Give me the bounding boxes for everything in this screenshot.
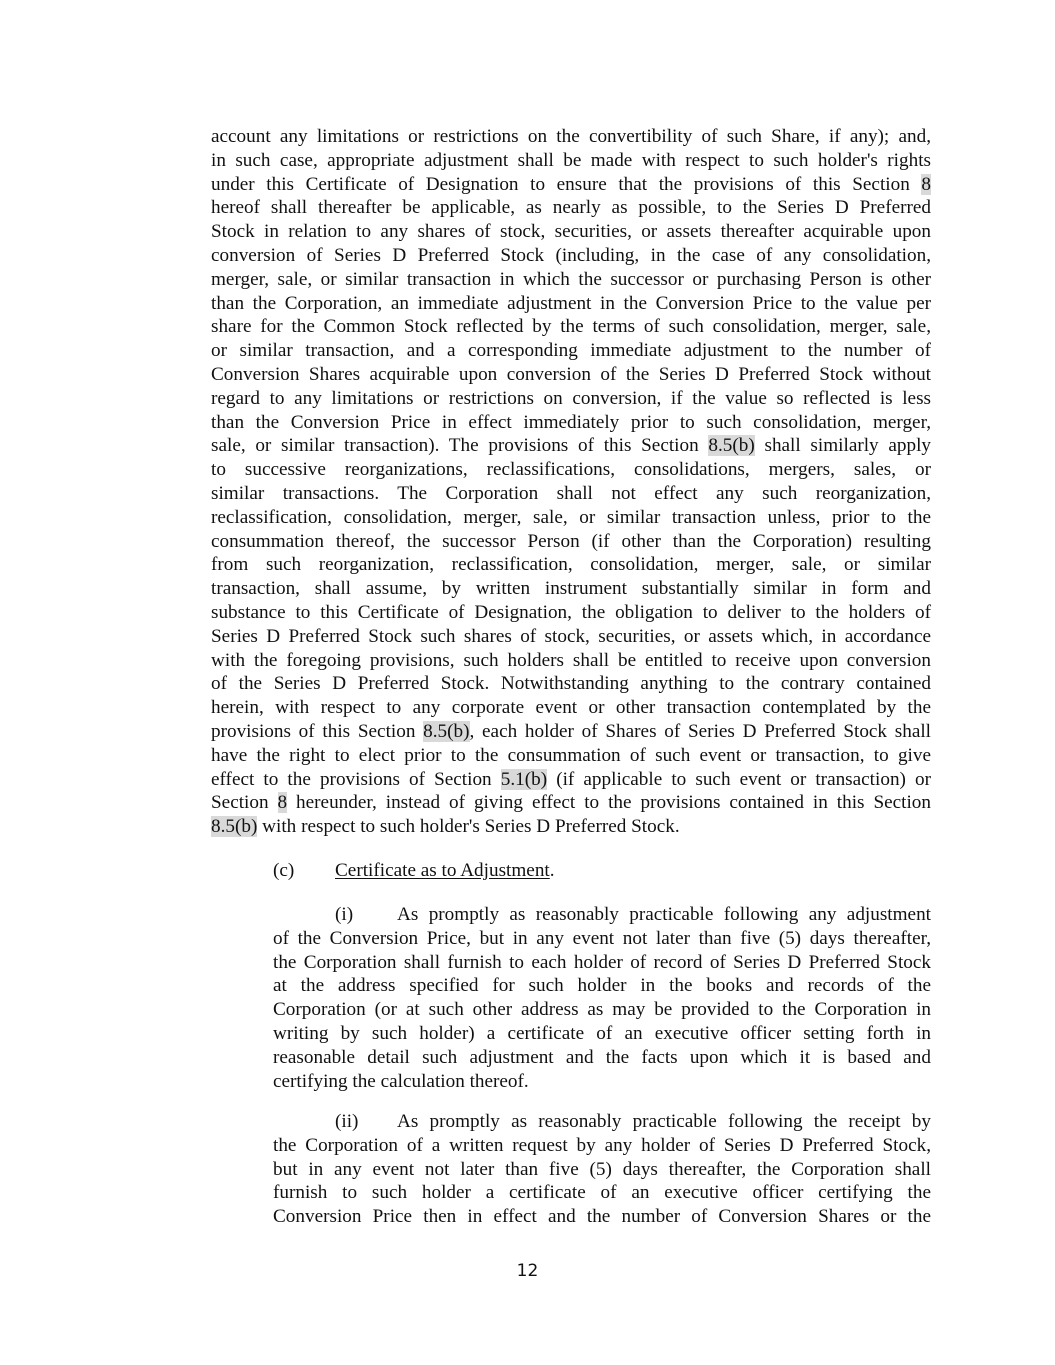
section-cross-reference[interactable]: 8.5(b): [708, 435, 755, 457]
text-line: Stock in relation to any shares of stock, securities, or assets thereafter acquirable upon: [211, 221, 931, 243]
text-line: consummation thereof, the successor Person (if other than the Corporation) resulting: [211, 530, 931, 552]
section-cross-reference[interactable]: 8: [277, 792, 288, 814]
text-line: or similar transaction, and a corresponding immediate adjustment to the number of: [211, 340, 931, 362]
text-line: in such case, appropriate adjustment shall be made with respect to such holder's rights: [211, 149, 931, 171]
text-line: the Corporation of a written request by any holder of Series D Preferred Stock,: [273, 1134, 931, 1156]
text-line: similar transactions. The Corporation shall not effect any such reorganization,: [211, 482, 931, 504]
text-line: but in any event not later than five (5) days thereafter, the Corporation shall: [273, 1158, 931, 1180]
section-c-label: (c): [273, 860, 295, 881]
text-line: herein, with respect to any corporate event or other transaction contemplated by the: [211, 697, 931, 719]
text-line: furnish to such holder a certificate of an executive officer certifying the: [273, 1182, 931, 1204]
text-line: Conversion Shares acquirable upon conversion of the Series D Preferred Stock without: [211, 363, 931, 385]
text-line: provisions of this Section 8.5(b), each holder of Shares of Series D Preferred Stock shall: [211, 720, 931, 742]
section-cross-reference[interactable]: 8.5(b): [211, 816, 258, 838]
text-line: regard to any limitations or restrictions on conversion, if the value so reflected is less: [211, 387, 931, 409]
subsection-ii-label: (ii): [335, 1111, 359, 1132]
text-line: of the Series D Preferred Stock. Notwithstanding anything to the contrary contained: [211, 673, 931, 695]
text-line: conversion of Series D Preferred Stock (including, in the case of any consolidation,: [211, 244, 931, 266]
section-c-title: Certificate as to Adjustment: [335, 860, 550, 881]
text-line: of the Conversion Price, but in any event not later than five (5) days thereafter,: [273, 927, 931, 949]
text-line: effect to the provisions of Section 5.1(b) (if applicable to such event or transaction) or: [211, 768, 931, 790]
text-line: than the Conversion Price in effect immediately prior to such consolidation, merger,: [211, 411, 931, 433]
text-line: from such reorganization, reclassification, consolidation, merger, sale, or similar: [211, 554, 931, 576]
text-line: Corporation (or at such other address as may be provided to the Corporation in: [273, 999, 931, 1021]
text-line: sale, or similar transaction). The provisions of this Section 8.5(b) shall similarly apply: [211, 435, 931, 457]
text-line: transaction, shall assume, by written instrument substantially similar in form and: [211, 578, 931, 600]
text-line: account any limitations or restrictions on the convertibility of such Share, if any); and,: [211, 126, 931, 147]
text-line: substance to this Certificate of Designation, the obligation to deliver to the holders of: [211, 601, 931, 623]
text-line: with the foregoing provisions, such holders shall be entitled to receive upon conversion: [211, 649, 931, 671]
page-number: 12: [516, 1261, 539, 1281]
text-line: Series D Preferred Stock such shares of stock, securities, or assets which, in accordance: [211, 625, 931, 647]
text-line: reasonable detail such adjustment and the facts upon which it is based and: [273, 1046, 931, 1068]
text-line: 8.5(b) with respect to such holder's Series D Preferred Stock.: [211, 816, 680, 838]
text-line: (ii) As promptly as reasonably practicable following the receipt by: [335, 1111, 931, 1132]
subsection-i-paragraph: [273, 903, 931, 1093]
section-cross-reference[interactable]: 5.1(b): [500, 768, 548, 790]
body-paragraph: [211, 125, 931, 839]
text-line: share for the Common Stock reflected by the terms of such consolidation, merger, sale,: [211, 316, 931, 338]
text-line: than the Corporation, an immediate adjustment in the Conversion Price to the value per: [211, 292, 931, 314]
subsection-ii-paragraph: [273, 1110, 931, 1229]
text-line: the Corporation shall furnish to each holder of record of Series D Preferred Stock: [273, 951, 931, 973]
text-line: reclassification, consolidation, merger, sale, or similar transaction unless, prior to the: [211, 506, 931, 528]
text-line: at the address specified for such holder in the books and records of the: [273, 975, 931, 997]
text-line: hereof shall thereafter be applicable, as nearly as possible, to the Series D Preferred: [211, 197, 931, 219]
text-line: Section 8 hereunder, instead of giving effect to the provisions contained in this Section: [211, 792, 931, 814]
subsection-i-label: (i): [335, 904, 354, 925]
text-line: have the right to elect prior to the consummation of such event or transaction, to give: [211, 744, 931, 766]
section-cross-reference[interactable]: 8: [921, 173, 931, 195]
section-c-title-suffix: .: [549, 860, 555, 881]
text-line: to successive reorganizations, reclassifications, consolidations, mergers, sales, or: [211, 459, 931, 481]
text-line: (i) As promptly as reasonably practicable following any adjustment: [335, 904, 931, 925]
section-cross-reference[interactable]: 8.5(b): [423, 720, 470, 742]
text-line: under this Certificate of Designation to ensure that the provisions of this Section 8: [211, 173, 931, 195]
text-line: writing by such holder) a certificate of an executive officer setting forth in: [273, 1022, 931, 1044]
section-c-heading: [273, 859, 555, 883]
text-line: Conversion Price then in effect and the number of Conversion Shares or the: [273, 1206, 931, 1228]
text-line: merger, sale, or similar transaction in which the successor or purchasing Person is other: [211, 268, 931, 290]
text-line: certifying the calculation thereof.: [273, 1070, 529, 1092]
